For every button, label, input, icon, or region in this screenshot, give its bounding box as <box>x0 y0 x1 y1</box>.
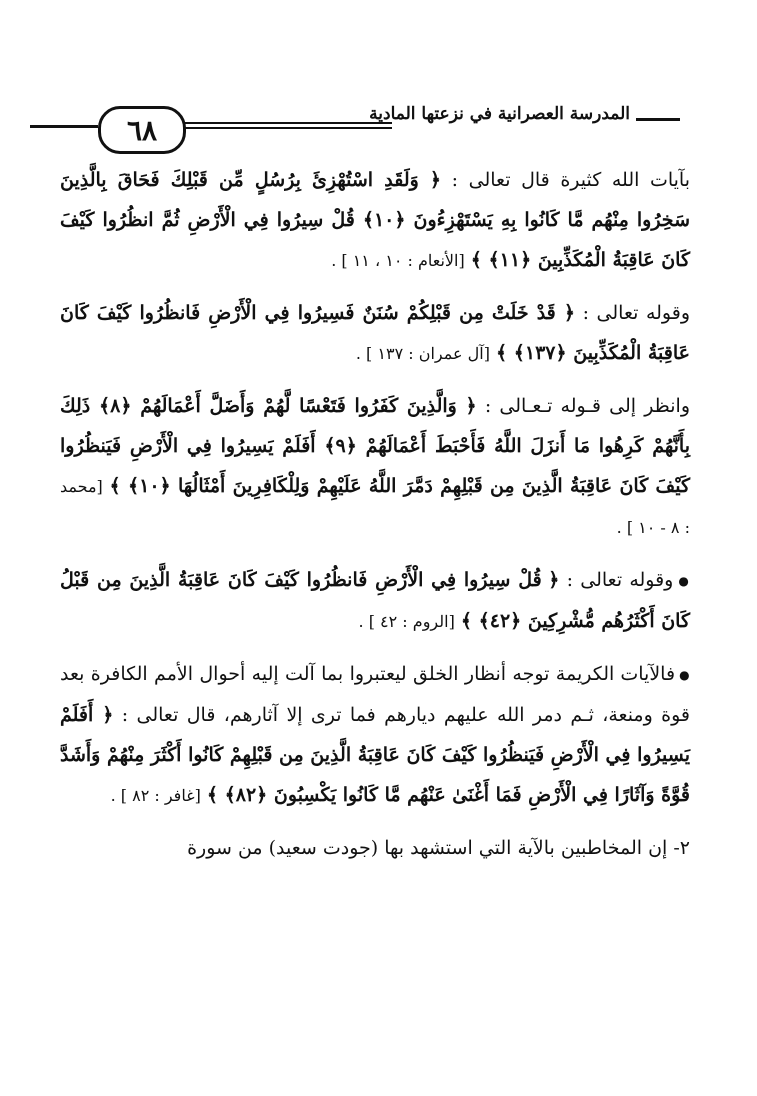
paragraph-4 <box>60 560 690 642</box>
page-number: ٦٨ <box>126 113 158 147</box>
quran-verse: ﴿ أَفَلَمْ يَسِيرُوا فِي الْأَرْضِ فَيَنظُرُوا كَيْفَ كَانَ عَاقِبَةُ الَّذِينَ مِن قَبْلِهِمْ كَانُوا أَكْثَرَ مِنْهُمْ وَأَشَدَّ قُوَّةً وَآثَارًا فِي الْأَرْضِ فَمَا أَغْنَىٰ عَنْهُم مَّا كَانُوا يَكْسِبُونَ ﴿٨٢﴾ ﴾ <box>60 704 690 806</box>
page-body <box>60 160 690 880</box>
paragraph-lead: وقوله تعالى : <box>566 569 674 591</box>
quran-verse: ﴿ قُلْ سِيرُوا فِي الْأَرْضِ فَانظُرُوا كَيْفَ كَانَ عَاقِبَةُ الَّذِينَ مِن قَبْلُ كَانَ أَكْثَرُهُم مُّشْرِكِينَ ﴿٤٢﴾ ﴾ <box>60 569 690 632</box>
verse-reference: [غافر : ٨٢ ] . <box>110 786 201 805</box>
header-rule-right <box>636 118 680 121</box>
paragraph-3 <box>60 386 690 548</box>
paragraph-6 <box>60 828 690 868</box>
page-number-badge <box>98 106 186 154</box>
quran-verse: ﴿ وَالَّذِينَ كَفَرُوا فَتَعْسًا لَّهُمْ وَأَضَلَّ أَعْمَالَهُمْ ﴿٨﴾ ذَلِكَ بِأَنَّهُمْ كَرِهُوا مَا أَنزَلَ اللَّهُ فَأَحْبَطَ أَعْمَالَهُمْ ﴿٩﴾ أَفَلَمْ يَسِيرُوا فِي الْأَرْضِ فَيَنظُرُوا كَيْفَ كَانَ عَاقِبَةُ الَّذِينَ مِن قَبْلِهِمْ دَمَّرَ اللَّهُ عَلَيْهِمْ وَلِلْكَافِرِينَ أَمْثَالُهَا ﴿١٠﴾ ﴾ <box>60 395 690 497</box>
verse-reference: [الأنعام : ١٠ ، ١١ ] . <box>331 251 465 270</box>
quran-verse: ﴿ وَلَقَدِ اسْتُهْزِئَ بِرُسُلٍ مِّن قَبْلِكَ فَحَاقَ بِالَّذِينَ سَخِرُوا مِنْهُم مَّا كَانُوا بِهِ يَسْتَهْزِءُونَ ﴿١٠﴾ قُلْ سِيرُوا فِي الْأَرْضِ ثُمَّ انظُرُوا كَيْفَ كَانَ عَاقِبَةُ الْمُكَذِّبِينَ ﴿١١﴾ ﴾ <box>60 169 690 271</box>
paragraph-lead: فالآيات الكريمة توجه أنظار الخلق ليعتبروا بما آلت إليه أحوال الأمم الكافرة بعد قوة ومنعة، ثـم دمر الله عليهم ديارهم فما ترى إلا آثارهم، قال تعالى : <box>60 663 690 726</box>
verse-reference: [آل عمران : ١٣٧ ] . <box>355 344 490 363</box>
header-rule-left <box>30 125 98 128</box>
paragraph-2 <box>60 293 690 374</box>
page-header <box>90 96 690 156</box>
paragraph-lead: وقوله تعالى : <box>582 302 690 324</box>
verse-reference: [محمد : ٨ - ١٠ ] . <box>60 477 690 537</box>
header-rule-double <box>184 127 392 129</box>
header-rule <box>184 122 392 124</box>
paragraph-5 <box>60 654 690 816</box>
paragraph-1 <box>60 160 690 281</box>
running-title: المدرسة العصرانية في نزعتها المادية <box>369 104 630 124</box>
paragraph-lead: ٢- إن المخاطبين بالآية التي استشهد بها (جودت سعيد) من سورة <box>187 837 690 859</box>
verse-reference: [الروم : ٤٢ ] . <box>358 612 455 631</box>
paragraph-lead: بآيات الله كثيرة قال تعالى : <box>451 169 690 191</box>
quran-verse: ﴿ قَدْ خَلَتْ مِن قَبْلِكُمْ سُنَنٌ فَسِيرُوا فِي الْأَرْضِ فَانظُرُوا كَيْفَ كَانَ عَاقِبَةُ الْمُكَذِّبِينَ ﴿١٣٧﴾ ﴾ <box>60 302 690 364</box>
paragraph-lead: وانظر إلى قـوله تـعـالى : <box>484 395 691 417</box>
